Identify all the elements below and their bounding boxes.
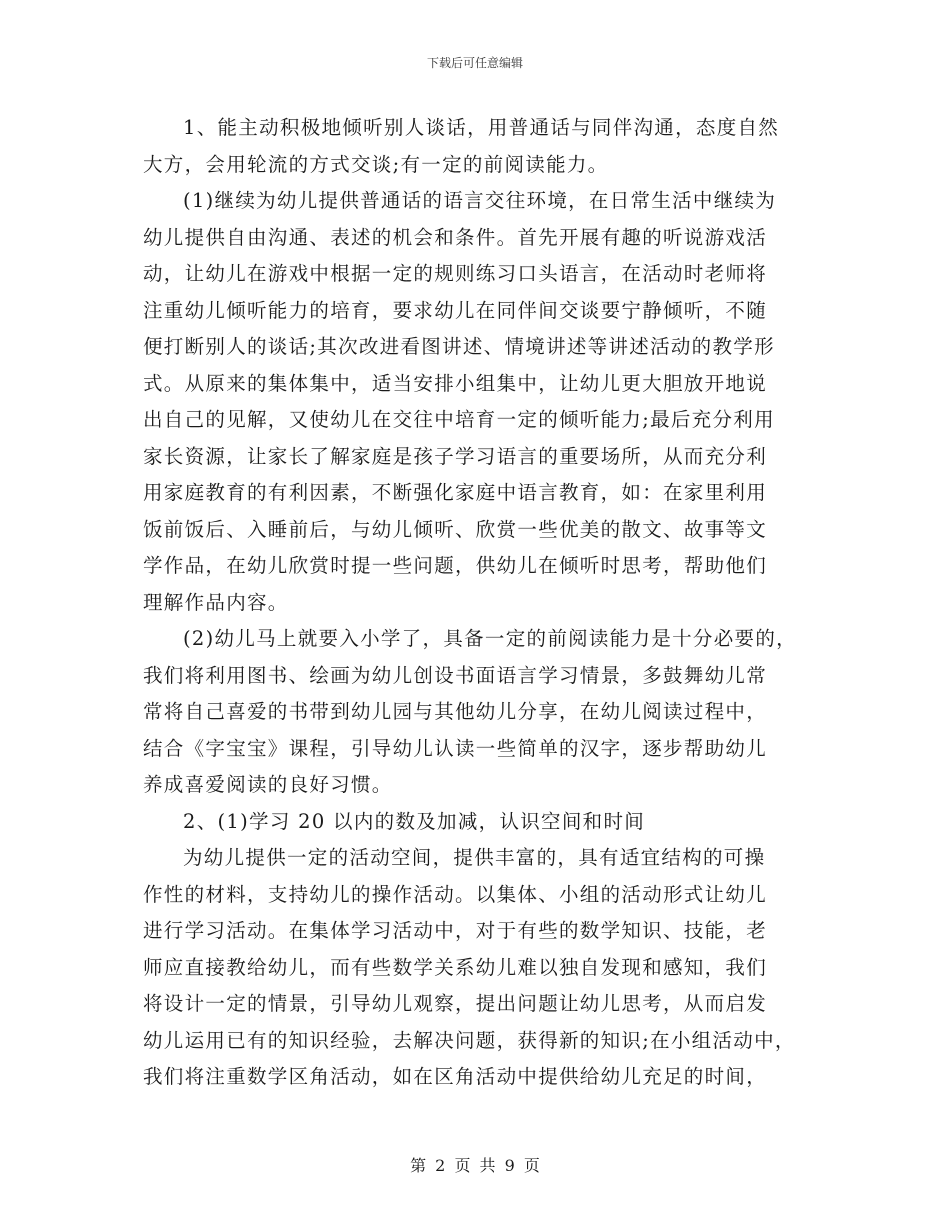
text-line: 理解作品内容。 <box>143 590 289 614</box>
text-line: 饭前饭后、入睡前后，与幼儿倾听、欣赏一些优美的散文、故事等文 <box>143 517 768 541</box>
text-line: 动，让幼儿在游戏中根据一定的规则练习口头语言，在活动时老师将 <box>143 262 768 285</box>
text-line: (1)继续为幼儿提供普通话的语言交往环境，在日常生活中继续为 <box>183 189 777 212</box>
text-line: 我们将利用图书、绘画为幼儿创设书面语言学习情景，多鼓舞幼儿常 <box>143 663 768 687</box>
page-footer: 第 2 页 共 9 页 <box>410 1156 540 1175</box>
text-line: 养成喜爱阅读的良好习惯。 <box>143 773 393 796</box>
text-line: 常将自己喜爱的书带到幼儿园与其他幼儿分享，在幼儿阅读过程中， <box>143 700 768 723</box>
text-line: 便打断别人的谈话;其次改进看图讲述、情境讲述等讲述活动的教学形 <box>143 335 775 358</box>
text-line: 结合《字宝宝》课程，引导幼儿认读一些简单的汉字，逐步帮助幼儿 <box>143 736 768 760</box>
document-body <box>143 110 833 1096</box>
text-line: 用家庭教育的有利因素，不断强化家庭中语言教育，如：在家里利用 <box>143 481 768 504</box>
text-line: 进行学习活动。在集体学习活动中，对于有些的数学知识、技能，老 <box>143 919 768 942</box>
text-line: 作性的材料，支持幼儿的操作活动。以集体、小组的活动形式让幼儿 <box>143 882 768 906</box>
text-line: 我们将注重数学区角活动，如在区角活动中提供给幼儿充足的时间， <box>143 1065 768 1088</box>
text-line: 大方，会用轮流的方式交谈;有一定的前阅读能力。 <box>143 152 609 176</box>
text-line: 式。从原来的集体集中，适当安排小组集中，让幼儿更大胆放开地说 <box>143 371 768 395</box>
text-line: 注重幼儿倾听能力的培育，要求幼儿在同伴间交谈要宁静倾听，不随 <box>143 298 768 322</box>
text-line: 幼儿运用已有的知识经验，去解决问题，获得新的知识;在小组活动中， <box>143 1028 796 1052</box>
page-header: 下载后可任意编辑 <box>426 56 523 70</box>
text-line: 学作品，在幼儿欣赏时提一些问题，供幼儿在倾听时思考，帮助他们 <box>143 554 768 577</box>
text-line: 家长资源，让家长了解家庭是孩子学习语言的重要场所，从而充分利 <box>143 444 768 468</box>
text-line: 2、(1)学习 20 以内的数及加减，认识空间和时间 <box>183 809 646 833</box>
text-line: 为幼儿提供一定的活动空间，提供丰富的，具有适宜结构的可操 <box>183 846 766 869</box>
text-line: 1、能主动积极地倾听别人谈话，用普通话与同伴沟通，态度自然 <box>183 116 780 139</box>
text-line: 师应直接教给幼儿，而有些数学关系幼儿难以独自发现和感知，我们 <box>143 955 768 979</box>
text-line: 将设计一定的情景，引导幼儿观察，提出问题让幼儿思考，从而启发 <box>143 992 768 1015</box>
text-line: (2)幼儿马上就要入小学了，具备一定的前阅读能力是十分必要的， <box>183 627 797 650</box>
text-line: 幼儿提供自由沟通、表述的机会和条件。首先开展有趣的听说游戏活 <box>143 225 768 249</box>
text-line: 出自己的见解，又使幼儿在交往中培育一定的倾听能力;最后充分利用 <box>143 408 775 431</box>
